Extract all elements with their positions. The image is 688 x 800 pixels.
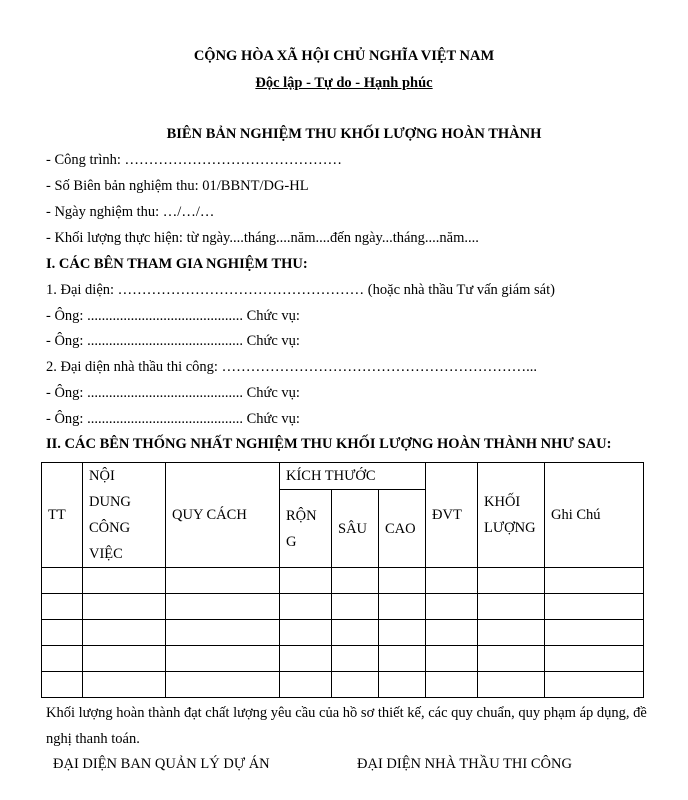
table-cell[interactable]	[545, 620, 644, 646]
table-row	[42, 568, 644, 594]
table-cell[interactable]	[478, 594, 545, 620]
header-width	[280, 490, 332, 568]
table-row	[42, 646, 644, 672]
table-cell[interactable]	[280, 594, 332, 620]
table-cell[interactable]	[426, 568, 478, 594]
table-cell[interactable]	[42, 646, 83, 672]
table-cell[interactable]	[166, 568, 280, 594]
header-volume-line: KHỐI	[484, 494, 521, 510]
table-cell[interactable]	[280, 646, 332, 672]
work-period-line: - Khối lượng thực hiện: từ ngày....tháng....năm....đến ngày...tháng....năm....	[46, 230, 479, 246]
table-cell[interactable]	[426, 594, 478, 620]
table-cell[interactable]	[280, 672, 332, 698]
signature-contractor: ĐẠI DIỆN NHÀ THẦU THI CÔNG	[357, 756, 572, 772]
table-cell[interactable]	[332, 672, 379, 698]
table-cell[interactable]	[545, 646, 644, 672]
country-title: CỘNG HÒA XÃ HỘI CHỦ NGHĨA VIỆT NAM	[193, 48, 495, 64]
document-title: BIÊN BẢN NGHIỆM THU KHỐI LƯỢNG HOÀN THÀNH	[166, 126, 542, 142]
header-work-content-line: DUNG	[89, 494, 131, 510]
table-cell[interactable]	[478, 620, 545, 646]
header-work-content	[83, 463, 166, 568]
person-line: - Ông: ........................................... Chức vụ:	[46, 385, 300, 401]
header-volume	[478, 463, 545, 568]
table-cell[interactable]	[478, 646, 545, 672]
table-cell[interactable]	[166, 620, 280, 646]
table-cell[interactable]	[42, 620, 83, 646]
representative-line: 1. Đại diện: …………………………………………… (hoặc nhà thầu Tư vấn giám sát)	[46, 282, 555, 298]
table-cell[interactable]	[83, 594, 166, 620]
signature-project-board: ĐẠI DIỆN BAN QUẢN LÝ DỰ ÁN	[53, 756, 270, 772]
table-cell[interactable]	[83, 568, 166, 594]
table-cell[interactable]	[426, 646, 478, 672]
table-cell[interactable]	[166, 646, 280, 672]
header-unit: ĐVT	[426, 463, 478, 568]
minutes-number-line: - Số Biên bản nghiệm thu: 01/BBNT/DG-HL	[46, 178, 309, 194]
table-row	[42, 672, 644, 698]
completion-note: Khối lượng hoàn thành đạt chất lượng yêu cầu của hồ sơ thiết kế, các quy chuẩn, quy phạm áp dụng, đề	[46, 705, 647, 721]
acceptance-date-line: - Ngày nghiệm thu: …/…/…	[46, 204, 215, 220]
table-cell[interactable]	[426, 672, 478, 698]
table-cell[interactable]	[280, 568, 332, 594]
table-cell[interactable]	[332, 646, 379, 672]
table-cell[interactable]	[166, 672, 280, 698]
table-cell[interactable]	[545, 672, 644, 698]
table-cell[interactable]	[379, 620, 426, 646]
construction-line: - Công trình: ………………………………………	[46, 152, 343, 168]
table-cell[interactable]	[478, 568, 545, 594]
header-work-content-line: VIỆC	[89, 546, 123, 562]
header-specification: QUY CÁCH	[166, 463, 280, 568]
table-row	[42, 594, 644, 620]
table-cell[interactable]	[280, 620, 332, 646]
section2-heading: II. CÁC BÊN THỐNG NHẤT NGHIỆM THU KHỐI LƯỢNG HOÀN THÀNH NHƯ SAU:	[46, 436, 612, 452]
motto: Độc lập - Tự do - Hạnh phúc	[255, 75, 433, 91]
table-cell[interactable]	[83, 672, 166, 698]
person-line: - Ông: ........................................... Chức vụ:	[46, 333, 300, 349]
contractor-representative-line: 2. Đại diện nhà thầu thi công: ………………………………………………………...	[46, 359, 537, 375]
table-cell[interactable]	[332, 594, 379, 620]
header-work-content-line: NỘI	[89, 468, 115, 484]
header-width-line: RỘN	[286, 507, 317, 524]
header-volume-line: LƯỢNG	[484, 520, 536, 536]
header-depth: SÂU	[332, 490, 379, 568]
table-cell[interactable]	[379, 646, 426, 672]
table-cell[interactable]	[478, 672, 545, 698]
table-cell[interactable]	[42, 568, 83, 594]
table-cell[interactable]	[166, 594, 280, 620]
header-work-content-line: CÔNG	[89, 520, 131, 536]
volume-table	[41, 462, 644, 698]
completion-note-cont: nghị thanh toán.	[46, 731, 140, 747]
header-width-line: G	[286, 533, 297, 550]
section1-heading: I. CÁC BÊN THAM GIA NGHIỆM THU:	[46, 256, 308, 272]
table-cell[interactable]	[42, 672, 83, 698]
table-cell[interactable]	[379, 672, 426, 698]
table-cell[interactable]	[332, 620, 379, 646]
table-cell[interactable]	[545, 568, 644, 594]
table-cell[interactable]	[83, 620, 166, 646]
table-cell[interactable]	[426, 620, 478, 646]
table-cell[interactable]	[545, 594, 644, 620]
table-cell[interactable]	[42, 594, 83, 620]
table-cell[interactable]	[379, 594, 426, 620]
table-cell[interactable]	[83, 646, 166, 672]
person-line: - Ông: ........................................... Chức vụ:	[46, 411, 300, 427]
table-row	[42, 620, 644, 646]
table-cell[interactable]	[332, 568, 379, 594]
person-line: - Ông: ........................................... Chức vụ:	[46, 308, 300, 324]
table-cell[interactable]	[379, 568, 426, 594]
header-height: CAO	[379, 490, 426, 568]
header-tt: TT	[42, 463, 83, 568]
header-dimensions: KÍCH THƯỚC	[280, 463, 426, 490]
header-notes: Ghi Chú	[545, 463, 644, 568]
